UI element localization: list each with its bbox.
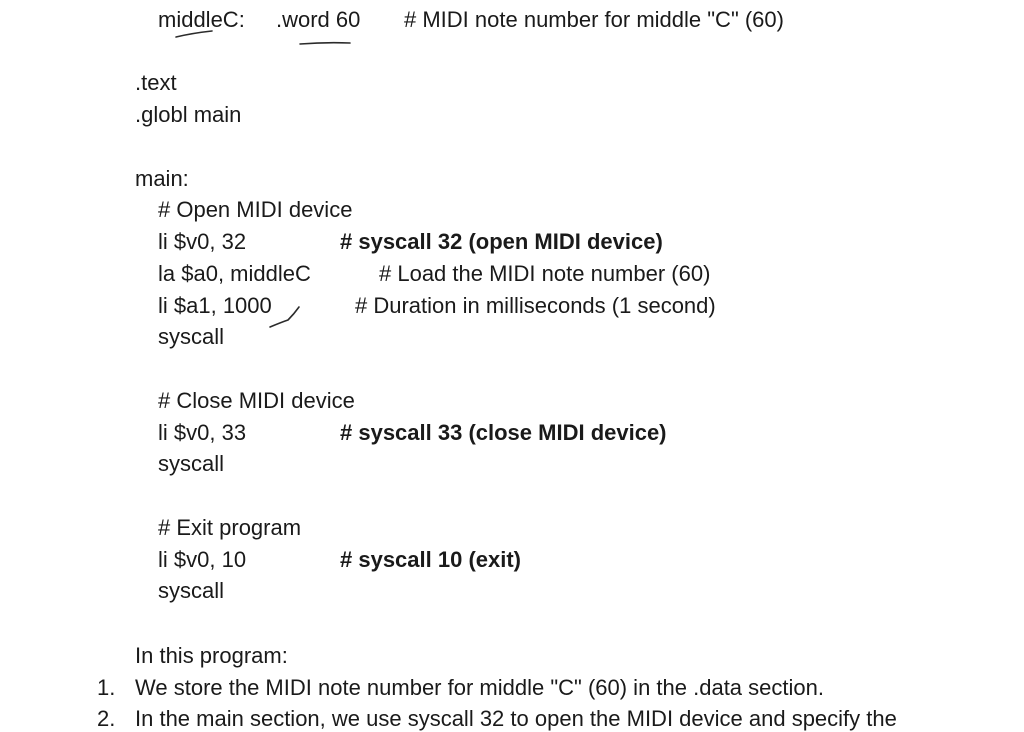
underline-mark — [300, 43, 350, 44]
code-comment: # syscall 32 (open MIDI device) — [340, 229, 663, 254]
code-line: li $a1, 1000 — [158, 293, 272, 318]
list-number: 2. — [97, 706, 116, 731]
code-line: li $v0, 33 — [158, 420, 247, 445]
check-mark — [270, 307, 299, 327]
code-line: syscall — [158, 324, 225, 349]
exit-block-comment: # Exit program — [158, 515, 302, 540]
code-line: la $a0, middleC — [158, 261, 311, 286]
code-comment: # Duration in milliseconds (1 second) — [355, 293, 716, 318]
code-line: syscall — [158, 578, 225, 603]
text-directive: .text — [135, 70, 177, 95]
code-line: syscall — [158, 451, 225, 476]
list-item: We store the MIDI note number for middle "C" (60) in the .data section. — [135, 675, 824, 700]
open-block-comment: # Open MIDI device — [158, 197, 353, 222]
explanation-intro: In this program: — [135, 643, 288, 668]
code-comment: # Load the MIDI note number (60) — [379, 261, 711, 286]
code-comment: # syscall 10 (exit) — [340, 547, 522, 572]
data-label: middleC: — [158, 7, 245, 32]
data-directive: .word 60 — [276, 7, 361, 32]
close-block-comment: # Close MIDI device — [158, 388, 355, 413]
main-label: main: — [135, 166, 189, 191]
code-line: li $v0, 10 — [158, 547, 247, 572]
globl-directive: .globl main — [135, 102, 242, 127]
list-item: In the main section, we use syscall 32 to open the MIDI device and specify the — [135, 706, 897, 731]
code-line: li $v0, 32 — [158, 229, 247, 254]
code-comment: # syscall 33 (close MIDI device) — [340, 420, 667, 445]
data-comment: # MIDI note number for middle "C" (60) — [404, 7, 784, 32]
list-number: 1. — [97, 675, 116, 700]
